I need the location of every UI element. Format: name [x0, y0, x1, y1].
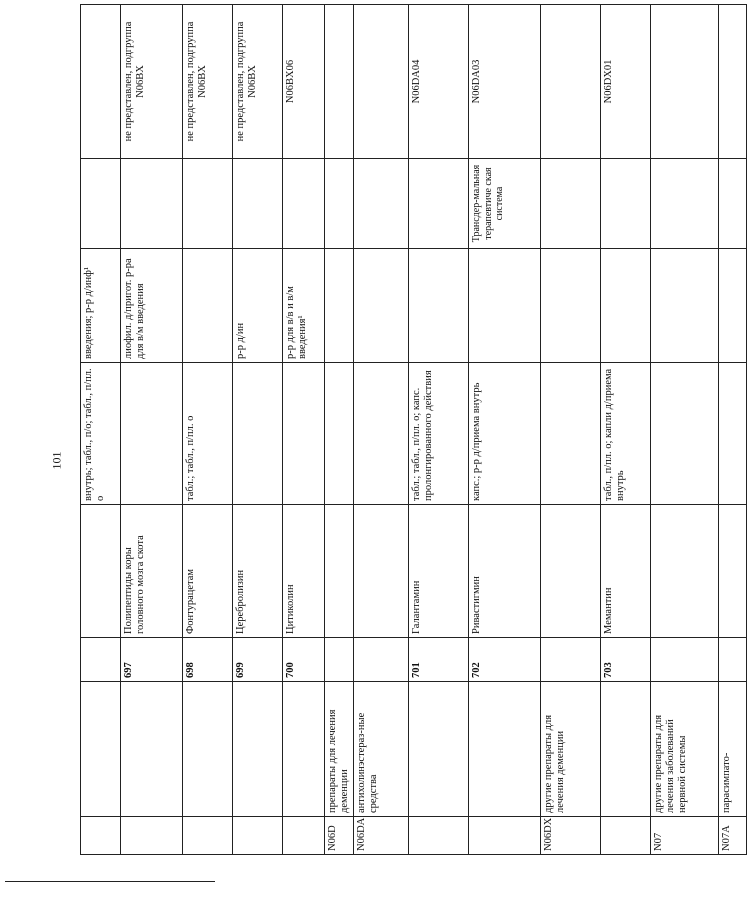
dosage-forms-cell: табл.; табл., п/пл. о: [183, 363, 233, 505]
dosage-forms-cell: табл., п/пл. о; капли д/приема внутрь: [601, 363, 651, 505]
group-name-cell: парасимпато-: [719, 682, 747, 817]
atc-code-cell: [283, 817, 325, 855]
inn-name-cell: Полипептиды коры головного мозга скота: [121, 505, 183, 638]
inn-name-cell: [719, 505, 747, 638]
atc-code-cell: N06D: [325, 817, 354, 855]
device-form-cell: [651, 159, 719, 249]
row-number-cell: [651, 638, 719, 682]
group-name-cell: [469, 682, 541, 817]
device-form-cell: [354, 159, 409, 249]
dosage-forms-cell: [719, 363, 747, 505]
group-name-cell: [233, 682, 283, 817]
inn-name-cell: Фонтурацетам: [183, 505, 233, 638]
parenteral-forms-cell: лиофил. д/пригот. р-ра для в/м введения: [121, 249, 183, 363]
page-number: 101: [49, 451, 64, 470]
row-number-cell: 698: [183, 638, 233, 682]
parenteral-forms-cell: [541, 249, 601, 363]
table-row: [719, 5, 747, 855]
status-cell: [719, 5, 747, 159]
atc-code-cell: [121, 817, 183, 855]
row-number-cell: [325, 638, 354, 682]
status-cell: N06DA03: [469, 5, 541, 159]
inn-name-cell: [541, 505, 601, 638]
atc-code-cell: N07: [651, 817, 719, 855]
parenteral-forms-cell: р-р для в/в и в/м введения¹: [283, 249, 325, 363]
table-row: [283, 5, 325, 855]
atc-code-cell: [409, 817, 469, 855]
group-name-cell: [183, 682, 233, 817]
inn-name-cell: [81, 505, 121, 638]
device-form-cell: [183, 159, 233, 249]
table-row: [541, 5, 601, 855]
dosage-forms-cell: капс.; р-р д/приема внутрь: [469, 363, 541, 505]
group-name-cell: [121, 682, 183, 817]
status-cell: N06BX06: [283, 5, 325, 159]
device-form-cell: Трансдер-мальная терапевтиче ская система: [469, 159, 541, 249]
device-form-cell: [719, 159, 747, 249]
atc-code-cell: [469, 817, 541, 855]
parenteral-forms-cell: введения; р-р д/инф¹: [81, 249, 121, 363]
device-form-cell: [81, 159, 121, 249]
dosage-forms-cell: [541, 363, 601, 505]
dosage-forms-cell: [233, 363, 283, 505]
inn-name-cell: [325, 505, 354, 638]
parenteral-forms-cell: [651, 249, 719, 363]
device-form-cell: [409, 159, 469, 249]
parenteral-forms-cell: [354, 249, 409, 363]
inn-name-cell: Церебролизин: [233, 505, 283, 638]
row-number-cell: 697: [121, 638, 183, 682]
group-name-cell: другие препараты для лечения заболеваний нервной системы: [651, 682, 719, 817]
device-form-cell: [283, 159, 325, 249]
row-number-cell: 699: [233, 638, 283, 682]
device-form-cell: [233, 159, 283, 249]
parenteral-forms-cell: [183, 249, 233, 363]
row-number-cell: 703: [601, 638, 651, 682]
table-row: [325, 5, 354, 855]
row-number-cell: 702: [469, 638, 541, 682]
group-name-cell: [601, 682, 651, 817]
table-row: [409, 5, 469, 855]
device-form-cell: [121, 159, 183, 249]
status-cell: не представлен, подгруппа N06BX: [183, 5, 233, 159]
parenteral-forms-cell: [601, 249, 651, 363]
table-row: [183, 5, 233, 855]
status-cell: не представлен, подгруппа N06BX: [233, 5, 283, 159]
parenteral-forms-cell: [719, 249, 747, 363]
row-number-cell: [719, 638, 747, 682]
parenteral-forms-cell: [325, 249, 354, 363]
parenteral-forms-cell: р-р д/ин: [233, 249, 283, 363]
footnote-rule: [5, 881, 215, 882]
group-name-cell: антихолинэстераз-ные средства: [354, 682, 409, 817]
dosage-forms-cell: [325, 363, 354, 505]
status-cell: N06DX01: [601, 5, 651, 159]
dosage-forms-cell: [121, 363, 183, 505]
group-name-cell: препараты для лечения деменции: [325, 682, 354, 817]
status-cell: [81, 5, 121, 159]
atc-code-cell: N06DA: [354, 817, 409, 855]
device-form-cell: [601, 159, 651, 249]
row-number-cell: [354, 638, 409, 682]
dosage-forms-cell: табл.; табл., п/пл. о; капс. пролонгированного действия: [409, 363, 469, 505]
inn-name-cell: Галантамин: [409, 505, 469, 638]
atc-code-cell: N06DX: [541, 817, 601, 855]
row-number-cell: [541, 638, 601, 682]
table-row: [354, 5, 409, 855]
inn-name-cell: [651, 505, 719, 638]
row-number-cell: 701: [409, 638, 469, 682]
table-row: [601, 5, 651, 855]
status-cell: не представлен, подгруппа N06BX: [121, 5, 183, 159]
status-cell: [354, 5, 409, 159]
parenteral-forms-cell: [469, 249, 541, 363]
row-number-cell: [81, 638, 121, 682]
device-form-cell: [325, 159, 354, 249]
atc-code-cell: [233, 817, 283, 855]
group-name-cell: другие препараты для лечения деменции: [541, 682, 601, 817]
rotated-table-wrapper: [80, 5, 733, 855]
dosage-forms-cell: [354, 363, 409, 505]
atc-code-cell: N07A: [719, 817, 747, 855]
status-cell: [325, 5, 354, 159]
atc-code-cell: [183, 817, 233, 855]
table-row: [121, 5, 183, 855]
dosage-forms-cell: [283, 363, 325, 505]
inn-name-cell: Цитиколин: [283, 505, 325, 638]
drug-table: [80, 4, 747, 855]
group-name-cell: [283, 682, 325, 817]
table-row: [81, 5, 121, 855]
parenteral-forms-cell: [409, 249, 469, 363]
atc-code-cell: [81, 817, 121, 855]
inn-name-cell: Ривастигмин: [469, 505, 541, 638]
table-row: [651, 5, 719, 855]
status-cell: [541, 5, 601, 159]
group-name-cell: [81, 682, 121, 817]
row-number-cell: 700: [283, 638, 325, 682]
inn-name-cell: [354, 505, 409, 638]
atc-code-cell: [601, 817, 651, 855]
dosage-forms-cell: внутрь; табл., п/о; табл., п/пл. о: [81, 363, 121, 505]
device-form-cell: [541, 159, 601, 249]
status-cell: [651, 5, 719, 159]
group-name-cell: [409, 682, 469, 817]
table-row: [233, 5, 283, 855]
inn-name-cell: Мемантин: [601, 505, 651, 638]
status-cell: N06DA04: [409, 5, 469, 159]
dosage-forms-cell: [651, 363, 719, 505]
table-row: [469, 5, 541, 855]
